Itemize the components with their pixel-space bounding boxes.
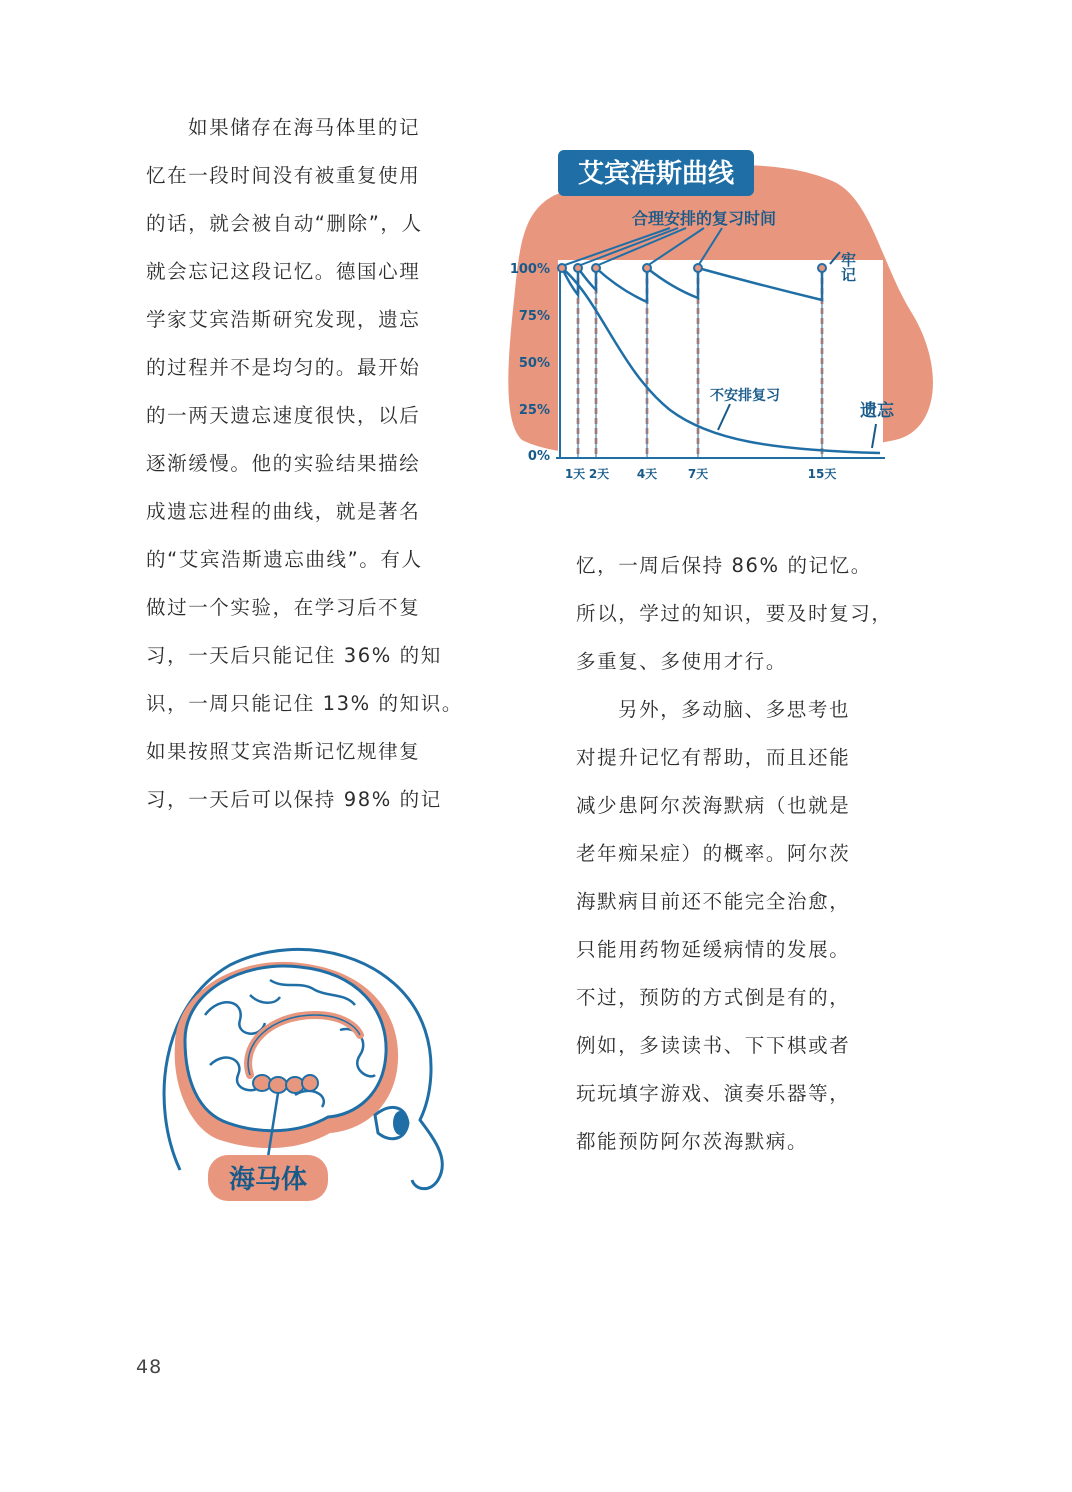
text-line: 的话，就会被自动“删除”，人 bbox=[146, 212, 423, 235]
text-line: 的一两天遗忘速度很快，以后 bbox=[146, 404, 421, 427]
no-review-label: 不安排复习 bbox=[710, 388, 780, 404]
forget-label: 遗忘 bbox=[860, 401, 894, 421]
y-tick-label: 100% bbox=[509, 262, 550, 277]
text-line: 对提升记忆有帮助，而且还能 bbox=[576, 746, 851, 769]
text-line: 学家艾宾浩斯研究发现，遗忘 bbox=[146, 308, 421, 331]
y-tick-label: 75% bbox=[518, 309, 550, 324]
text-line: 的“艾宾浩斯遗忘曲线”。有人 bbox=[146, 548, 423, 571]
text-line: 忆在一段时间没有被重复使用 bbox=[146, 164, 421, 187]
x-tick-label: 7天 bbox=[687, 467, 709, 481]
text-line: 如果储存在海马体里的记 bbox=[188, 116, 421, 139]
text-line: 多重复、多使用才行。 bbox=[576, 650, 788, 673]
text-line: 玩玩填字游戏、演奏乐器等， bbox=[576, 1082, 851, 1105]
brain-label: 海马体 bbox=[228, 1165, 308, 1195]
x-tick-label: 1天 bbox=[564, 467, 586, 481]
x-tick-label: 2天 bbox=[588, 467, 610, 481]
curve-title: 艾宾浩斯曲线 bbox=[577, 159, 735, 189]
brain-hippocampus-illustration bbox=[150, 935, 450, 1210]
text-line: 习，一天后可以保持 98% 的记 bbox=[146, 788, 442, 811]
y-tick-label: 50% bbox=[518, 356, 550, 371]
text-line: 的过程并不是均匀的。最开始 bbox=[146, 356, 421, 379]
text-line: 做过一个实验，在学习后不复 bbox=[146, 596, 421, 619]
page-number: 48 bbox=[136, 1356, 163, 1378]
y-tick-label: 0% bbox=[527, 449, 550, 464]
text-line: 老年痴呆症）的概率。阿尔茨 bbox=[576, 842, 851, 865]
text-line: 海默病目前还不能完全治愈， bbox=[576, 890, 851, 913]
text-line: 习，一天后只能记住 36% 的知 bbox=[146, 644, 442, 667]
chart-plot-area bbox=[558, 260, 883, 460]
ebbinghaus-curve-illustration bbox=[500, 140, 950, 495]
brain-body bbox=[185, 966, 386, 1131]
text-line: 例如，多读读书、下下棋或者 bbox=[576, 1034, 851, 1057]
x-tick-label: 4天 bbox=[636, 467, 658, 481]
text-line: 只能用药物延缓病情的发展。 bbox=[576, 938, 851, 961]
right-text-column bbox=[576, 542, 893, 1166]
pupil bbox=[393, 1111, 407, 1135]
text-line: 所以，学过的知识，要及时复习， bbox=[576, 602, 893, 625]
remember-label: 牢记 bbox=[839, 252, 857, 282]
text-line: 都能预防阿尔茨海默病。 bbox=[576, 1130, 809, 1153]
text-line: 成遗忘进程的曲线，就是著名 bbox=[146, 500, 421, 523]
text-line: 如果按照艾宾浩斯记忆规律复 bbox=[146, 740, 421, 763]
y-tick-label: 25% bbox=[518, 403, 550, 418]
text-line: 减少患阿尔茨海默病（也就是 bbox=[576, 794, 851, 817]
x-tick-label: 15天 bbox=[807, 467, 837, 481]
text-line: 忆，一周后保持 86% 的记忆。 bbox=[576, 554, 872, 577]
left-text-column bbox=[146, 104, 463, 824]
text-line: 识，一周只能记住 13% 的知识。 bbox=[146, 692, 463, 715]
text-line: 不过，预防的方式倒是有的， bbox=[576, 986, 851, 1009]
text-line: 逐渐缓慢。他的实验结果描绘 bbox=[146, 452, 421, 475]
text-line: 就会忘记这段记忆。德国心理 bbox=[146, 260, 421, 283]
text-line: 另外，多动脑、多思考也 bbox=[618, 698, 851, 721]
review-time-label: 合理安排的复习时间 bbox=[631, 209, 777, 228]
